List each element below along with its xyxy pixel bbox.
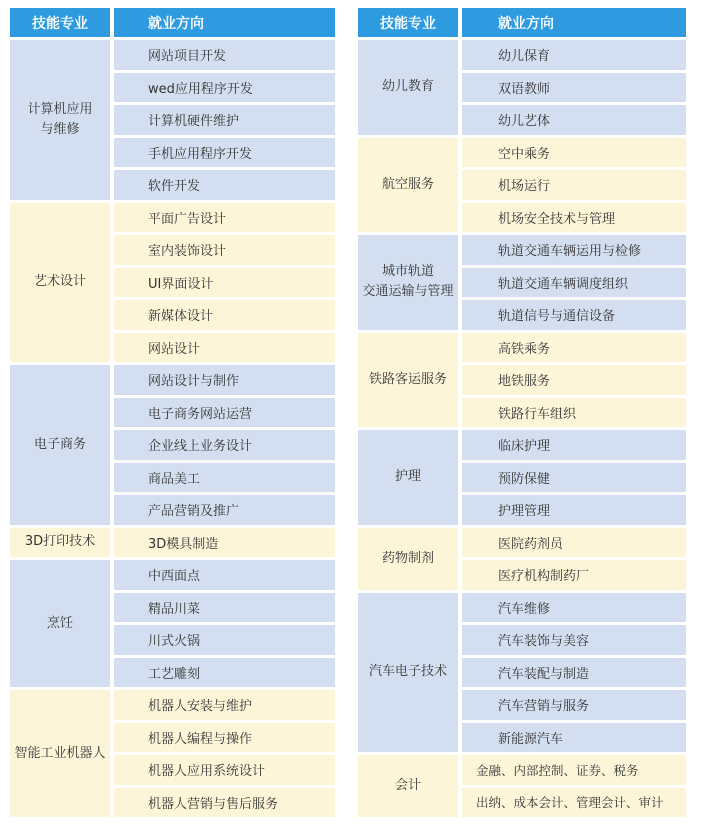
direction-list — [462, 430, 686, 525]
major-group — [10, 40, 335, 200]
major-cell: 药物制剂 — [358, 528, 458, 590]
direction-cell: 金融、内部控制、证券、税务 — [462, 755, 686, 785]
major-group — [358, 235, 686, 330]
direction-list — [462, 40, 686, 135]
direction-cell: 产品营销及推广 — [114, 495, 335, 525]
direction-cell: 轨道信号与通信设备 — [462, 300, 686, 330]
direction-list — [462, 333, 686, 428]
direction-list — [462, 593, 686, 753]
direction-cell: 3D模具制造 — [114, 528, 335, 558]
direction-cell: 手机应用程序开发 — [114, 138, 335, 168]
direction-cell: 空中乘务 — [462, 138, 686, 168]
direction-cell: 机场运行 — [462, 170, 686, 200]
header-direction: 就业方向 — [462, 8, 686, 37]
direction-cell: 幼儿保育 — [462, 40, 686, 70]
direction-cell: 商品美工 — [114, 463, 335, 493]
direction-cell: 预防保健 — [462, 463, 686, 493]
direction-list — [462, 138, 686, 233]
direction-cell: 双语教师 — [462, 73, 686, 103]
direction-cell: 企业线上业务设计 — [114, 430, 335, 460]
direction-list — [114, 528, 335, 558]
direction-cell: 工艺雕刻 — [114, 658, 335, 688]
direction-cell: 新能源汽车 — [462, 723, 686, 753]
major-cell: 铁路客运服务 — [358, 333, 458, 428]
major-group — [10, 365, 335, 525]
direction-cell: 机器人营销与售后服务 — [114, 788, 335, 818]
direction-cell: 平面广告设计 — [114, 203, 335, 233]
header-major: 技能专业 — [358, 8, 458, 37]
major-group — [358, 138, 686, 233]
direction-cell: UI界面设计 — [114, 268, 335, 298]
direction-cell: 机场安全技术与管理 — [462, 203, 686, 233]
right-header-row — [358, 8, 686, 37]
direction-cell: 汽车营销与服务 — [462, 690, 686, 720]
direction-cell: 医疗机构制药厂 — [462, 560, 686, 590]
direction-list — [114, 203, 335, 363]
direction-cell: 轨道交通车辆调度组织 — [462, 268, 686, 298]
direction-cell: 铁路行车组织 — [462, 398, 686, 428]
direction-cell: 网站设计 — [114, 333, 335, 363]
header-major: 技能专业 — [10, 8, 110, 37]
direction-cell: 电子商务网站运营 — [114, 398, 335, 428]
major-cell: 智能工业机器人 — [10, 690, 110, 817]
direction-list — [114, 560, 335, 687]
major-group — [10, 690, 335, 817]
major-cell: 计算机应用 与维修 — [10, 40, 110, 200]
direction-cell: 高铁乘务 — [462, 333, 686, 363]
direction-cell: 地铁服务 — [462, 365, 686, 395]
major-group — [358, 593, 686, 753]
major-cell: 烹饪 — [10, 560, 110, 687]
direction-cell: 轨道交通车辆运用与检修 — [462, 235, 686, 265]
major-group — [358, 755, 686, 817]
direction-cell: 汽车维修 — [462, 593, 686, 623]
right-table — [358, 8, 686, 820]
direction-cell: 汽车装饰与美容 — [462, 625, 686, 655]
left-table-body — [10, 40, 335, 817]
major-cell: 艺术设计 — [10, 203, 110, 363]
left-table — [10, 8, 335, 820]
left-header-row — [10, 8, 335, 37]
major-group — [358, 528, 686, 590]
major-group — [358, 333, 686, 428]
direction-cell: 精品川菜 — [114, 593, 335, 623]
direction-cell: 护理管理 — [462, 495, 686, 525]
major-group — [10, 528, 335, 558]
direction-list — [114, 690, 335, 817]
major-group — [10, 203, 335, 363]
direction-cell: 中西面点 — [114, 560, 335, 590]
direction-list — [114, 365, 335, 525]
major-cell: 3D打印技术 — [10, 528, 110, 558]
direction-list — [462, 528, 686, 590]
direction-list — [462, 755, 686, 817]
direction-cell: 出纳、成本会计、管理会计、审计 — [462, 788, 686, 818]
direction-cell: 网站设计与制作 — [114, 365, 335, 395]
direction-cell: 幼儿艺体 — [462, 105, 686, 135]
direction-cell: wed应用程序开发 — [114, 73, 335, 103]
major-group — [358, 40, 686, 135]
major-cell: 会计 — [358, 755, 458, 817]
right-table-body — [358, 40, 686, 817]
direction-cell: 临床护理 — [462, 430, 686, 460]
direction-cell: 新媒体设计 — [114, 300, 335, 330]
direction-cell: 机器人应用系统设计 — [114, 755, 335, 785]
direction-cell: 计算机硬件维护 — [114, 105, 335, 135]
direction-cell: 室内装饰设计 — [114, 235, 335, 265]
direction-list — [114, 40, 335, 200]
major-group — [358, 430, 686, 525]
direction-cell: 软件开发 — [114, 170, 335, 200]
direction-cell: 汽车装配与制造 — [462, 658, 686, 688]
direction-cell: 医院药剂员 — [462, 528, 686, 558]
direction-list — [462, 235, 686, 330]
major-cell: 汽车电子技术 — [358, 593, 458, 753]
major-group — [10, 560, 335, 687]
direction-cell: 网站项目开发 — [114, 40, 335, 70]
major-cell: 幼儿教育 — [358, 40, 458, 135]
direction-cell: 机器人编程与操作 — [114, 723, 335, 753]
major-cell: 电子商务 — [10, 365, 110, 525]
major-cell: 航空服务 — [358, 138, 458, 233]
direction-cell: 机器人安装与维护 — [114, 690, 335, 720]
direction-cell: 川式火锅 — [114, 625, 335, 655]
major-cell: 城市轨道 交通运输与管理 — [358, 235, 458, 330]
header-direction: 就业方向 — [114, 8, 335, 37]
major-cell: 护理 — [358, 430, 458, 525]
